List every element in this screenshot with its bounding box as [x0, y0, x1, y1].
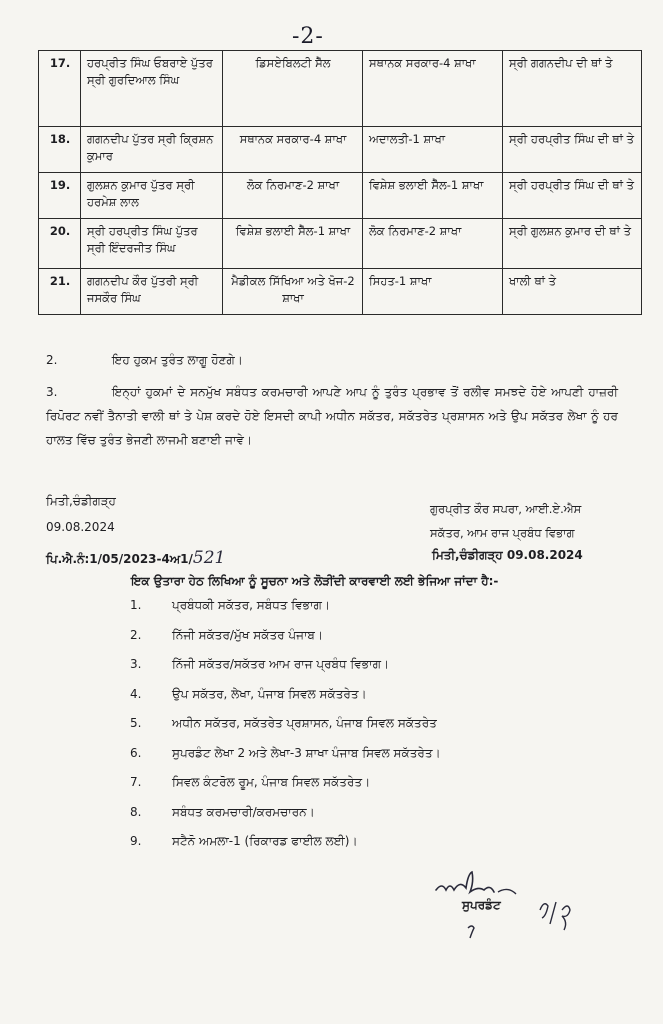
- to-branch: ਅਦਾਲਤੀ-1 ਸ਼ਾਖਾ: [363, 127, 503, 173]
- employee-name: ਗਗਨਦੀਪ ਪੁੱਤਰ ਸ੍ਰੀ ਕ੍ਰਿਸ਼ਨ ਕੁਮਾਰ: [81, 127, 223, 173]
- list-item: [130, 775, 441, 805]
- reference-number: [46, 548, 225, 568]
- signatory-place-date: ਮਿਤੀ,ਚੰਡੀਗੜ੍ਹ 09.08.2024: [432, 548, 583, 562]
- from-branch: ਲੋਕ ਨਿਰਮਾਣ-2 ਸ਼ਾਖਾ: [223, 173, 363, 219]
- item-number: 7.: [130, 775, 142, 789]
- handwritten-signature: [428, 862, 588, 942]
- item-text: ਸਟੈਨੋ ਅਮਲਾ-1 (ਰਿਕਾਰਡ ਫਾਈਲ ਲਈ)।: [172, 834, 358, 848]
- employee-name: ਸ੍ਰੀ ਹਰਪ੍ਰੀਤ ਸਿੰਘ ਪੁੱਤਰ ਸ੍ਰੀ ਇੰਦਰਜੀਤ ਸਿੰਘ: [81, 219, 223, 269]
- to-branch: ਵਿਸ਼ੇਸ਼ ਭਲਾਈ ਸੈੱਲ-1 ਸ਼ਾਖਾ: [363, 173, 503, 219]
- item-number: 2.: [130, 627, 142, 642]
- in-place-of: ਸ੍ਰੀ ਹਰਪ੍ਰੀਤ ਸਿੰਘ ਦੀ ਥਾਂ ਤੇ: [503, 127, 642, 173]
- from-branch: ਡਿਸਏਬਿਲਟੀ ਸੈੱਲ: [223, 51, 363, 127]
- item-text: ਪ੍ਰਬੰਧਕੀ ਸਕੱਤਰ, ਸਬੰਧਤ ਵਿਭਾਗ।: [172, 598, 330, 612]
- reference-printed: ਪਿ.ਐ.ਨੰ:1/05/2023-4ਅ1/: [46, 552, 193, 566]
- in-place-of: ਖਾਲੀ ਥਾਂ ਤੇ: [503, 269, 642, 315]
- signatory-designation: ਸਕੱਤਰ, ਆਮ ਰਾਜ ਪ੍ਰਬੰਧ ਵਿਭਾਗ: [430, 526, 575, 540]
- signatory-name: ਗੁਰਪ੍ਰੀਤ ਕੌਰ ਸਪਰਾ, ਆਈ.ਏ.ਐਸ: [430, 502, 582, 516]
- paragraph-2: [46, 348, 618, 372]
- date-value: 09.08.2024: [46, 520, 115, 534]
- copy-list: [130, 598, 441, 864]
- employee-name: ਹਰਪ੍ਰੀਤ ਸਿੰਘ ਓਬਰਾਏ ਪੁੱਤਰ ਸ੍ਰੀ ਗੁਰਦਿਆਲ ਸਿੰਘ: [81, 51, 223, 127]
- item-number: 1.: [130, 598, 142, 612]
- reference-handwritten: 521: [192, 548, 226, 568]
- to-branch: ਸਥਾਨਕ ਸਰਕਾਰ-4 ਸ਼ਾਖਾ: [363, 51, 503, 127]
- list-item: [130, 805, 441, 835]
- employee-name: ਗੁਲਸ਼ਨ ਕੁਮਾਰ ਪੁੱਤਰ ਸ੍ਰੀ ਹਰਮੇਸ਼ ਲਾਲ: [81, 173, 223, 219]
- item-text: ਸਬੰਧਤ ਕਰਮਚਾਰੀ/ਕਰਮਚਾਰਨ।: [172, 804, 315, 819]
- item-number: 3.: [130, 657, 142, 671]
- table-row: [39, 269, 642, 315]
- from-branch: ਸਥਾਨਕ ਸਰਕਾਰ-4 ਸ਼ਾਖਾ: [223, 127, 363, 173]
- signatory-block: [430, 497, 581, 545]
- item-number: 5.: [130, 716, 142, 730]
- item-number: 6.: [130, 745, 142, 760]
- item-text: ਅਧੀਨ ਸਕੱਤਰ, ਸਕੱਤਰੇਤ ਪ੍ਰਸ਼ਾਸਨ, ਪੰਜਾਬ ਸਿਵਲ ਸਕੱਤਰੇਤ: [172, 716, 437, 730]
- item-text: ਉਪ ਸਕੱਤਰ, ਲੇਖਾ, ਪੰਜਾਬ ਸਿਵਲ ਸਕੱਤਰੇਤ।: [172, 686, 367, 701]
- from-branch: ਮੈਡੀਕਲ ਸਿੱਖਿਆ ਅਤੇ ਖੋਜ-2 ਸ਼ਾਖਾ: [223, 269, 363, 315]
- item-text: ਸਿਵਲ ਕੰਟਰੋਲ ਰੂਮ, ਪੰਜਾਬ ਸਿਵਲ ਸਕੱਤਰੇਤ।: [172, 775, 371, 789]
- paragraph-text: ਇਹ ਹੁਕਮ ਤੁਰੰਤ ਲਾਗੂ ਹੋਣਗੇ।: [112, 353, 243, 367]
- item-text: ਨਿੱਜੀ ਸਕੱਤਰ/ਮੁੱਖ ਸਕੱਤਰ ਪੰਜਾਬ।: [172, 627, 323, 642]
- row-number: 21.: [39, 269, 81, 315]
- copy-heading: ਇਕ ਉਤਾਰਾ ਹੇਠ ਲਿਖਿਆ ਨੂੰ ਸੂਚਨਾ ਅਤੇ ਲੋੜੀਂਦੀ ਕਾਰਵਾਈ ਲਈ ਭੇਜਿਆ ਜਾਂਦਾ ਹੈ:-: [131, 574, 499, 588]
- list-item: [130, 746, 441, 776]
- list-item: [130, 687, 441, 717]
- paragraph-3: [46, 380, 618, 452]
- page-number: -2-: [292, 24, 324, 49]
- row-number: 19.: [39, 173, 81, 219]
- item-number: 8.: [130, 804, 142, 819]
- in-place-of: ਸ੍ਰੀ ਗੁਲਸ਼ਨ ਕੁਮਾਰ ਦੀ ਥਾਂ ਤੇ: [503, 219, 642, 269]
- list-item: [130, 716, 441, 746]
- row-number: 17.: [39, 51, 81, 127]
- transfer-table: [38, 50, 642, 315]
- table-row: [39, 173, 642, 219]
- to-branch: ਸਿਹਤ-1 ਸ਼ਾਖਾ: [363, 269, 503, 315]
- list-item: [130, 598, 441, 628]
- row-number: 18.: [39, 127, 81, 173]
- paragraph-number: 3.: [46, 385, 58, 399]
- list-item: [130, 657, 441, 687]
- employee-name: ਗਗਨਦੀਪ ਕੌਰ ਪੁੱਤਰੀ ਸ੍ਰੀ ਜਸਕੌਰ ਸਿੰਘ: [81, 269, 223, 315]
- list-item: [130, 834, 441, 864]
- place-label: ਮਿਤੀ,ਚੰਡੀਗੜ੍ਹ: [46, 494, 116, 508]
- in-place-of: ਸ੍ਰੀ ਗਗਨਦੀਪ ਦੀ ਥਾਂ ਤੇ: [503, 51, 642, 127]
- paragraph-text: ਇਨ੍ਹਾਂ ਹੁਕਮਾਂ ਦੇ ਸਨਮੁੱਖ ਸਬੰਧਤ ਕਰਮਚਾਰੀ ਆਪਣੇ ਆਪ ਨੂੰ ਤੁਰੰਤ ਪ੍ਰਭਾਵ ਤੋਂ ਰਲੀਵ ਸਮਝਦੇ ਹੋਏ ਆਪਣੀ ਹਾਜ਼ਰੀ ਰਿਪੋਰਟ ਨਵੀਂ ਤੈਨਾਤੀ ਵਾਲੀ ਥਾਂ ਤੇ ਪੇਸ਼ ਕਰਦੇ ਹੋਏ ਇਸਦੀ ਕਾਪੀ ਅਧੀਨ ਸਕੱਤਰ, ਸਕੱਤਰੇਤ ਪ੍ਰਸ਼ਾਸਨ ਅਤੇ ਉਪ ਸਕੱਤਰ ਲੇਖਾ ਨੂੰ ਹਰ ਹਾਲਤ ਵਿੱਚ ਤੁਰੰਤ ਭੇਜਣੀ ਲਾਜਮੀ ਬਣਾਈ ਜਾਵੇ।: [46, 385, 618, 447]
- table-row: [39, 51, 642, 127]
- signer-title: ਸੁਪਰਡੰਟ: [462, 898, 501, 912]
- row-number: 20.: [39, 219, 81, 269]
- item-number: 4.: [130, 686, 142, 701]
- table-row: [39, 219, 642, 269]
- item-text: ਨਿੱਜੀ ਸਕੱਤਰ/ਸਕੱਤਰ ਆਮ ਰਾਜ ਪ੍ਰਬੰਧ ਵਿਭਾਗ।: [172, 657, 390, 671]
- item-text: ਸੁਪਰਡੰਟ ਲੇਖਾ 2 ਅਤੇ ਲੇਖਾ-3 ਸ਼ਾਖਾ ਪੰਜਾਬ ਸਿਵਲ ਸਕੱਤਰੇਤ।: [172, 745, 441, 760]
- item-number: 9.: [130, 834, 142, 848]
- to-branch: ਲੋਕ ਨਿਰਮਾਣ-2 ਸ਼ਾਖਾ: [363, 219, 503, 269]
- left-date-block: [46, 488, 116, 540]
- in-place-of: ਸ੍ਰੀ ਹਰਪ੍ਰੀਤ ਸਿੰਘ ਦੀ ਥਾਂ ਤੇ: [503, 173, 642, 219]
- table-row: [39, 127, 642, 173]
- from-branch: ਵਿਸ਼ੇਸ਼ ਭਲਾਈ ਸੈੱਲ-1 ਸ਼ਾਖਾ: [223, 219, 363, 269]
- list-item: [130, 628, 441, 658]
- paragraph-number: 2.: [46, 353, 58, 367]
